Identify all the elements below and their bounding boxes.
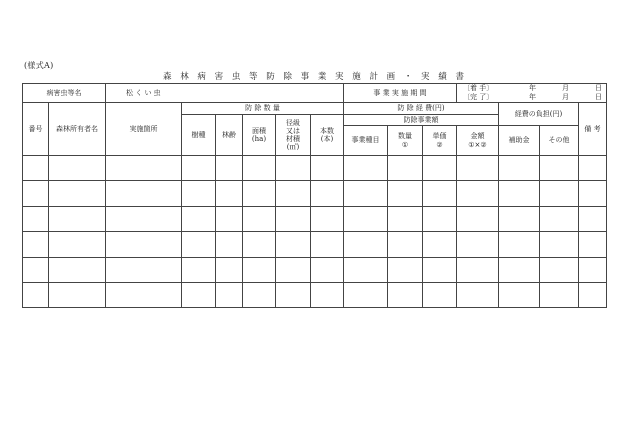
- table-cell[interactable]: [49, 282, 106, 307]
- col-tree-species: 樹種: [182, 115, 216, 156]
- table-cell[interactable]: [344, 282, 388, 307]
- period-label: 事 業 実 施 期 間: [373, 88, 427, 97]
- plan-results-table: [22, 83, 607, 308]
- table-cell[interactable]: [311, 257, 344, 282]
- table-cell[interactable]: [106, 257, 182, 282]
- table-cell[interactable]: [499, 257, 540, 282]
- table-cell[interactable]: [388, 257, 423, 282]
- col-project-amount: 防除事業額: [344, 115, 499, 126]
- table-cell[interactable]: [344, 156, 388, 181]
- data-rows: [23, 156, 607, 308]
- table-cell[interactable]: [423, 206, 457, 231]
- table-row: [23, 181, 607, 206]
- table-cell[interactable]: [106, 282, 182, 307]
- col-project-type: 事業種目: [344, 126, 388, 156]
- table-cell[interactable]: [216, 282, 243, 307]
- table-cell[interactable]: [23, 282, 49, 307]
- col-control-quantity: 防 除 数 量: [182, 103, 344, 115]
- col-subsidy: 補助金: [499, 126, 540, 156]
- table-row: [23, 206, 607, 231]
- table-cell[interactable]: [540, 232, 579, 257]
- table-cell[interactable]: [276, 206, 311, 231]
- table-cell[interactable]: [243, 181, 276, 206]
- table-cell[interactable]: [540, 257, 579, 282]
- table-cell[interactable]: [457, 181, 499, 206]
- start-label: 〔着 手〕: [463, 84, 494, 93]
- table-cell[interactable]: [243, 282, 276, 307]
- pest-label-cell: [23, 84, 106, 103]
- table-cell[interactable]: [423, 156, 457, 181]
- table-cell[interactable]: [243, 206, 276, 231]
- col-diameter-volume: 径級 又は 材積 (㎥): [276, 115, 311, 156]
- end-year: 年: [529, 93, 537, 102]
- table-cell[interactable]: [243, 232, 276, 257]
- table-cell[interactable]: [388, 232, 423, 257]
- table-cell[interactable]: [499, 156, 540, 181]
- table-cell[interactable]: [216, 156, 243, 181]
- table-cell[interactable]: [49, 181, 106, 206]
- table-cell[interactable]: [311, 282, 344, 307]
- table-cell[interactable]: [388, 156, 423, 181]
- col-unit-price: 単価 ②: [423, 126, 457, 156]
- table-cell[interactable]: [344, 181, 388, 206]
- table-cell[interactable]: [182, 282, 216, 307]
- col-control-cost: 防 除 経 費(円): [344, 103, 499, 115]
- table-cell[interactable]: [499, 232, 540, 257]
- col-tree-count: 本数 (本): [311, 115, 344, 156]
- table-cell[interactable]: [23, 257, 49, 282]
- col-amount: 金額 ①×②: [457, 126, 499, 156]
- table-cell[interactable]: [388, 206, 423, 231]
- table-cell[interactable]: [579, 232, 607, 257]
- table-cell[interactable]: [457, 282, 499, 307]
- table-cell[interactable]: [388, 181, 423, 206]
- col-quantity: 数量 ①: [388, 126, 423, 156]
- table-cell[interactable]: [23, 206, 49, 231]
- table-cell[interactable]: [579, 206, 607, 231]
- start-year: 年: [529, 84, 537, 93]
- col-area: 面積 (ha): [243, 115, 276, 156]
- table-cell[interactable]: [311, 232, 344, 257]
- col-remarks: 備 考: [579, 103, 607, 156]
- table-cell[interactable]: [216, 232, 243, 257]
- table-cell[interactable]: [457, 206, 499, 231]
- table-cell[interactable]: [499, 282, 540, 307]
- table-cell[interactable]: [540, 206, 579, 231]
- form-style-label: (様式A): [24, 61, 54, 70]
- table-cell[interactable]: [344, 257, 388, 282]
- table-cell[interactable]: [182, 206, 216, 231]
- table-cell[interactable]: [311, 181, 344, 206]
- table-cell[interactable]: [23, 232, 49, 257]
- col-burden: 経費の負担(円): [499, 103, 579, 126]
- table-cell[interactable]: [388, 282, 423, 307]
- table-cell[interactable]: [216, 257, 243, 282]
- end-day: 日: [595, 93, 603, 102]
- table-cell[interactable]: [23, 156, 49, 181]
- table-cell[interactable]: [579, 282, 607, 307]
- table-cell[interactable]: [423, 257, 457, 282]
- table-cell[interactable]: [23, 181, 49, 206]
- table-cell[interactable]: [457, 232, 499, 257]
- end-date-line: [457, 93, 606, 102]
- table-cell[interactable]: [49, 257, 106, 282]
- table-row: [23, 282, 607, 307]
- document-title: 森 林 病 害 虫 等 防 除 事 業 実 施 計 画 ・ 実 績 書: [163, 72, 467, 82]
- start-date-line: [457, 84, 606, 93]
- table-cell[interactable]: [106, 181, 182, 206]
- table-cell[interactable]: [276, 257, 311, 282]
- table-cell[interactable]: [540, 156, 579, 181]
- table-row: [23, 257, 607, 282]
- table-cell[interactable]: [182, 232, 216, 257]
- table-cell[interactable]: [49, 206, 106, 231]
- table-cell[interactable]: [106, 156, 182, 181]
- table-cell[interactable]: [243, 156, 276, 181]
- col-other: その他: [540, 126, 579, 156]
- pest-value-cell: [106, 84, 344, 103]
- col-number: 番号: [23, 103, 49, 156]
- start-month: 月: [562, 84, 570, 93]
- table-cell[interactable]: [106, 232, 182, 257]
- col-owner: 森林所有者名: [49, 103, 106, 156]
- table-cell[interactable]: [311, 156, 344, 181]
- table-cell[interactable]: [579, 156, 607, 181]
- table-cell[interactable]: [423, 282, 457, 307]
- table-cell[interactable]: [311, 206, 344, 231]
- table-cell[interactable]: [182, 257, 216, 282]
- pest-label: 病害虫等名: [46, 88, 82, 97]
- table-cell[interactable]: [216, 206, 243, 231]
- table-cell[interactable]: [276, 181, 311, 206]
- period-label-cell: [344, 84, 457, 103]
- table-cell[interactable]: [540, 282, 579, 307]
- table-cell[interactable]: [579, 181, 607, 206]
- table-cell[interactable]: [182, 181, 216, 206]
- table-cell[interactable]: [457, 257, 499, 282]
- table-cell[interactable]: [540, 181, 579, 206]
- table-row: [23, 232, 607, 257]
- table-cell[interactable]: [106, 206, 182, 231]
- end-month: 月: [562, 93, 570, 102]
- table-cell[interactable]: [423, 181, 457, 206]
- table-cell[interactable]: [423, 232, 457, 257]
- period-dates-cell: [457, 84, 607, 103]
- info-row: [23, 84, 607, 103]
- col-forest-age: 林齢: [216, 115, 243, 156]
- end-label: 〔完 了〕: [463, 93, 494, 102]
- start-day: 日: [595, 84, 603, 93]
- table-cell[interactable]: [579, 257, 607, 282]
- pest-value: 松 く い 虫: [126, 88, 161, 97]
- table-cell[interactable]: [49, 156, 106, 181]
- table-cell[interactable]: [499, 206, 540, 231]
- table-cell[interactable]: [243, 257, 276, 282]
- table-cell[interactable]: [216, 181, 243, 206]
- col-location: 実施箇所: [106, 103, 182, 156]
- table-cell[interactable]: [276, 156, 311, 181]
- table-cell[interactable]: [49, 232, 106, 257]
- table-cell[interactable]: [182, 156, 216, 181]
- table-cell[interactable]: [276, 232, 311, 257]
- table-cell[interactable]: [344, 206, 388, 231]
- table-cell[interactable]: [457, 156, 499, 181]
- header-row-1: [23, 103, 607, 115]
- table-cell[interactable]: [276, 282, 311, 307]
- table-cell[interactable]: [344, 232, 388, 257]
- table-cell[interactable]: [499, 181, 540, 206]
- table-row: [23, 156, 607, 181]
